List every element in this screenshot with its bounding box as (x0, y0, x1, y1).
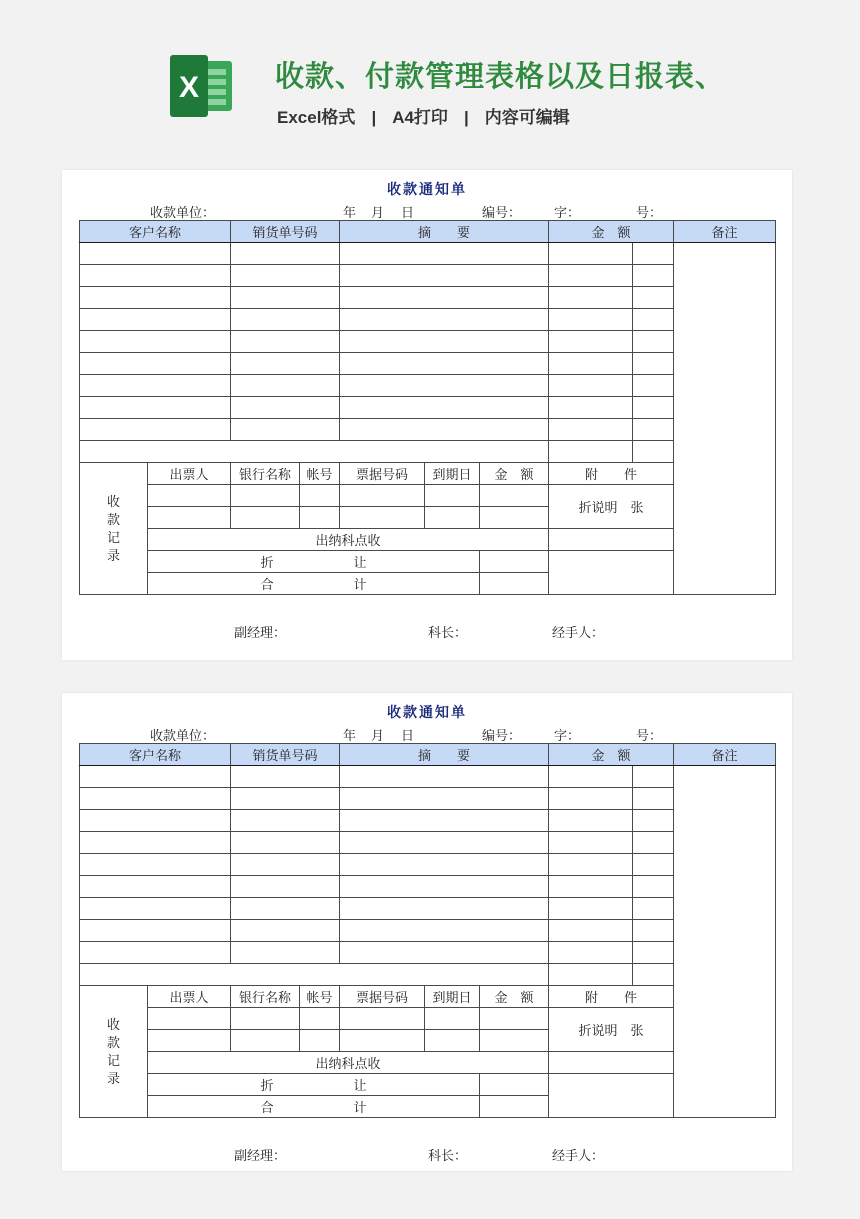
discount-label: 折 让 (148, 551, 480, 573)
header-amount: 金 额 (549, 221, 674, 243)
header-summary: 摘 要 (340, 221, 549, 243)
record-header-bill-no: 票据号码 (340, 463, 425, 485)
table-row (80, 331, 776, 353)
table-row (80, 854, 776, 876)
header-invoice: 销货单号码 (231, 744, 340, 766)
record-header-bank: 银行名称 (231, 463, 300, 485)
record-row (80, 1008, 776, 1030)
char-label: 字： (554, 205, 581, 220)
hao-label: 号： (636, 205, 663, 220)
excel-logo-icon (170, 55, 234, 117)
table-row (80, 309, 776, 331)
cashier-label: 出纳科点收 (148, 529, 549, 551)
record-header-row (80, 986, 776, 1008)
attachment-note: 折说明 张 (549, 1008, 674, 1052)
header-summary: 摘 要 (340, 744, 549, 766)
table-row (80, 419, 776, 441)
table-row (80, 810, 776, 832)
discount-row (80, 551, 776, 573)
table-row (80, 876, 776, 898)
table-row (80, 788, 776, 810)
table-row (80, 964, 776, 986)
header-row (80, 221, 776, 243)
record-header-drawer: 出票人 (148, 986, 231, 1008)
year-label: 年 (343, 728, 357, 743)
record-row (80, 485, 776, 507)
attachment-note: 折说明 张 (549, 485, 674, 529)
payer-label: 收款单位： (150, 205, 216, 220)
day-label: 日 (401, 205, 415, 220)
month-label: 月 (371, 205, 385, 220)
header-customer: 客户名称 (80, 744, 231, 766)
separator: | (463, 108, 469, 127)
form-sheet (62, 693, 792, 1171)
cashier-label: 出纳科点收 (148, 1052, 549, 1074)
table-row (80, 766, 776, 788)
record-label (80, 986, 148, 1118)
discount-label: 折 让 (148, 1074, 480, 1096)
info-row (62, 725, 792, 743)
receipt-table (79, 220, 776, 595)
cashier-row (80, 1052, 776, 1074)
record-label (80, 463, 148, 595)
print-label: A4打印 (392, 108, 448, 127)
section-chief-label: 科长： (428, 625, 468, 640)
table-row (80, 397, 776, 419)
receipt-table (79, 743, 776, 1118)
attachment-header: 附 件 (549, 463, 674, 485)
svg-text:X: X (178, 71, 200, 104)
record-header-account: 帐号 (300, 986, 340, 1008)
record-header-drawer: 出票人 (148, 463, 231, 485)
table-row (80, 243, 776, 265)
record-header-amount: 金 额 (480, 463, 549, 485)
form-title: 收款通知单 (387, 183, 467, 198)
record-header-due: 到期日 (425, 463, 480, 485)
table-row (80, 375, 776, 397)
format-label: Excel格式 (277, 108, 356, 127)
total-label: 合 计 (148, 1096, 480, 1118)
hao-label: 号： (636, 728, 663, 743)
info-row (62, 202, 792, 220)
record-header-bank: 银行名称 (231, 986, 300, 1008)
month-label: 月 (371, 728, 385, 743)
form-title: 收款通知单 (387, 706, 467, 721)
handler-label: 经手人： (552, 625, 605, 640)
separator: | (371, 108, 377, 127)
header-invoice: 销货单号码 (231, 221, 340, 243)
header-amount: 金 额 (549, 744, 674, 766)
deputy-manager-label: 副经理： (234, 625, 287, 640)
record-label-text: 收款记录 (106, 493, 120, 563)
table-row (80, 265, 776, 287)
attachment-header: 附 件 (549, 986, 674, 1008)
cashier-row (80, 529, 776, 551)
header-customer: 客户名称 (80, 221, 231, 243)
edit-label: 内容可编辑 (484, 108, 570, 127)
year-label: 年 (343, 205, 357, 220)
section-chief-label: 科长： (428, 1148, 468, 1163)
header-remark: 备注 (674, 744, 776, 766)
record-header-row (80, 463, 776, 485)
remark-cell[interactable] (674, 766, 776, 1118)
record-header-amount: 金 额 (480, 986, 549, 1008)
table-row (80, 920, 776, 942)
banner-title: 收款、付款管理表格以及日报表、 (275, 61, 726, 93)
discount-row (80, 1074, 776, 1096)
number-label: 编号： (482, 728, 522, 743)
day-label: 日 (401, 728, 415, 743)
header-row (80, 744, 776, 766)
table-row (80, 832, 776, 854)
deputy-manager-label: 副经理： (234, 1148, 287, 1163)
record-header-due: 到期日 (425, 986, 480, 1008)
header-remark: 备注 (674, 221, 776, 243)
record-label-text: 收款记录 (106, 1016, 120, 1086)
form-sheet (62, 170, 792, 660)
table-row (80, 898, 776, 920)
record-header-account: 帐号 (300, 463, 340, 485)
payer-label: 收款单位： (150, 728, 216, 743)
table-row (80, 287, 776, 309)
signature-row (62, 622, 792, 640)
handler-label: 经手人： (552, 1148, 605, 1163)
table-row (80, 353, 776, 375)
char-label: 字： (554, 728, 581, 743)
signature-row (62, 1145, 792, 1163)
remark-cell[interactable] (674, 243, 776, 595)
number-label: 编号： (482, 205, 522, 220)
total-label: 合 计 (148, 573, 480, 595)
banner (0, 0, 860, 150)
table-row (80, 441, 776, 463)
banner-subtitle (277, 103, 570, 128)
table-row (80, 942, 776, 964)
record-header-bill-no: 票据号码 (340, 986, 425, 1008)
